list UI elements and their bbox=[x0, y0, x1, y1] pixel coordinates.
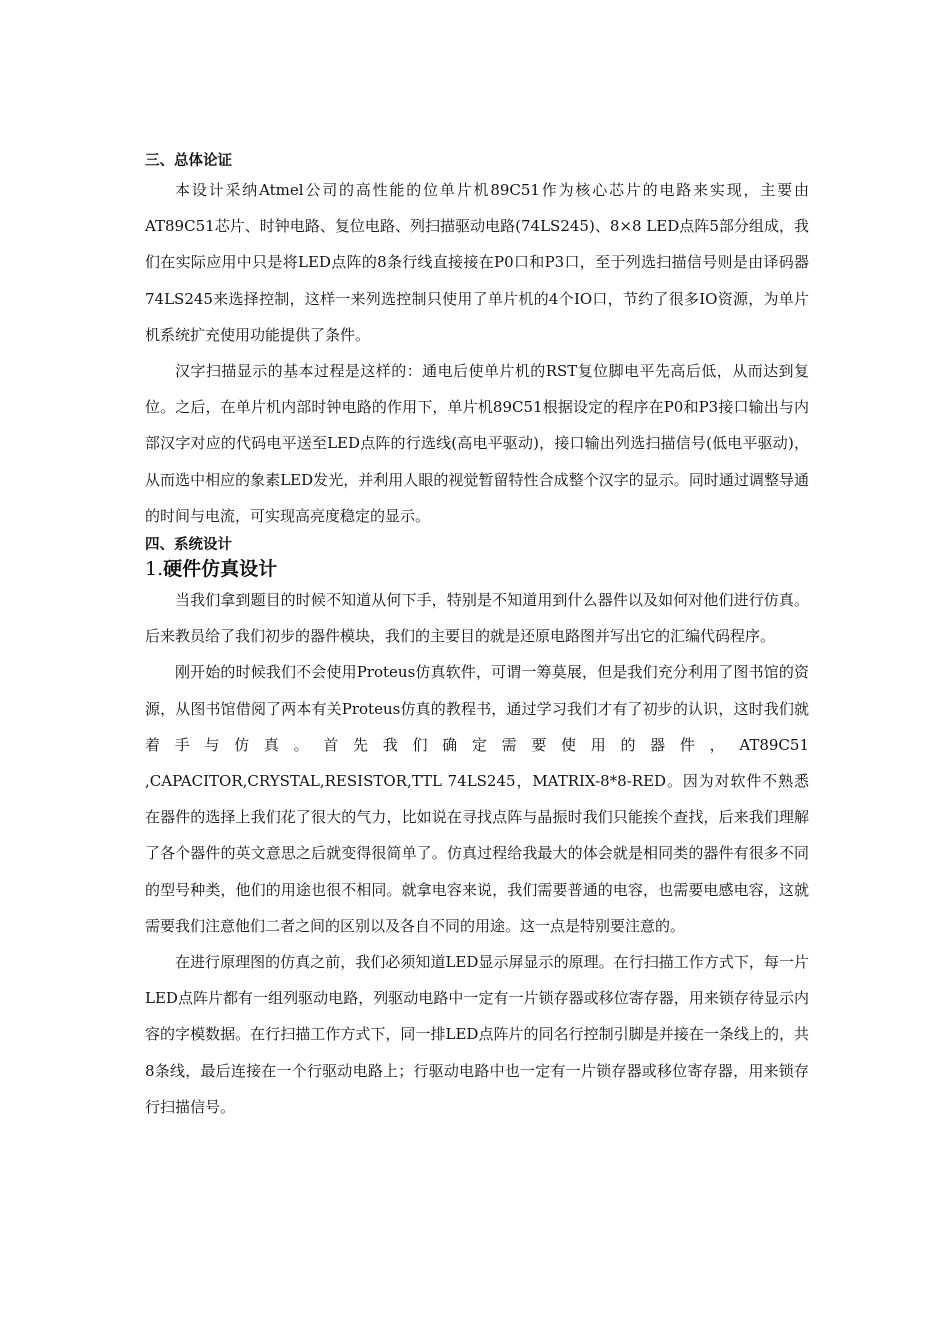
paragraph-system-3: 在进行原理图的仿真之前，我们必须知道LED显示屏显示的原理。在行扫描工作方式下，每一片LED点阵片都有一组列驱动电路，列驱动电路中一定有一片锁存器或移位寄存器，用来锁存待显示内容的字模数据。在行扫描工作方式下，同一排LED点阵片的同名行控制引脚是并接在一条线上的，共8条线，最后连接在一个行驱动电路上；行驱动电路中也一定有一片锁存器或移位寄存器，用来锁存行扫描信号。 bbox=[145, 953, 809, 1116]
document-page bbox=[145, 150, 809, 1125]
paragraph-overall-2: 汉字扫描显示的基本过程是这样的：通电后使单片机的RST复位脚电平先高后低，从而达到复位。之后，在单片机内部时钟电路的作用下，单片机89C51根据设定的程序在P0和P3接口输出与内部汉字对应的代码电平送至LED点阵的行选线(高电平驱动)，接口输出列选扫描信号(低电平驱动)，从而选中相应的象素LED发光，并利用人眼的视觉暂留特性合成整个汉字的显示。同时通过调整导通的时间与电流，可实现高亮度稳定的显示。 bbox=[145, 362, 809, 525]
section-heading-system: 四、系统设计 bbox=[145, 536, 232, 554]
subsection-heading-hardware bbox=[145, 556, 809, 582]
subsection-number: 1. bbox=[145, 558, 164, 581]
subsection-title: 硬件仿真设计 bbox=[163, 558, 278, 581]
paragraph-system-2: 刚开始的时候我们不会使用Proteus仿真软件，可谓一筹莫展，但是我们充分利用了图书馆的资源，从图书馆借阅了两本有关Proteus仿真的教程书，通过学习我们才有了初步的认识，这时我们就着手与仿真。首先我们确定需要使用的器件，AT89C51 ,CAPACITOR,CRYSTAL,RESISTOR,TTL 74LS245，MATRIX-8*8-RED。因为对软件不熟悉在器件的选择上我们花了很大的气力，比如说在寻找点阵与晶振时我们只能挨个查找，后来我们理解了各个器件的英文意思之后就变得很简单了。仿真过程给我最大的体会就是相同类的器件有很多不同的型号种类，他们的用途也很不相同。就拿电容来说，我们需要普通的电容，也需要电感电容，这就需要我们注意他们二者之间的区别以及各自不同的用途。这一点是特别要注意的。 bbox=[145, 663, 809, 935]
paragraph-overall-1: 本设计采纳Atmel公司的高性能的位单片机89C51作为核心芯片的电路来实现，主要由AT89C51芯片、时钟电路、复位电路、列扫描驱动电路(74LS245)、8×8 LED点阵5部分组成，我们在实际应用中只是将LED点阵的8条行线直接接在P0口和P3口，至于列选扫描信号则是由译码器74LS245来选择控制，这样一来列选控制只使用了单片机的4个IO口，节约了很多IO资源，为单片机系统扩充使用功能提供了条件。 bbox=[145, 181, 809, 344]
paragraph-system-1: 当我们拿到题目的时候不知道从何下手，特别是不知道用到什么器件以及如何对他们进行仿真。后来教员给了我们初步的器件模块，我们的主要目的就是还原电路图并写出它的汇编代码程序。 bbox=[145, 591, 809, 646]
section-heading-overall: 三、总体论证 bbox=[145, 152, 232, 169]
